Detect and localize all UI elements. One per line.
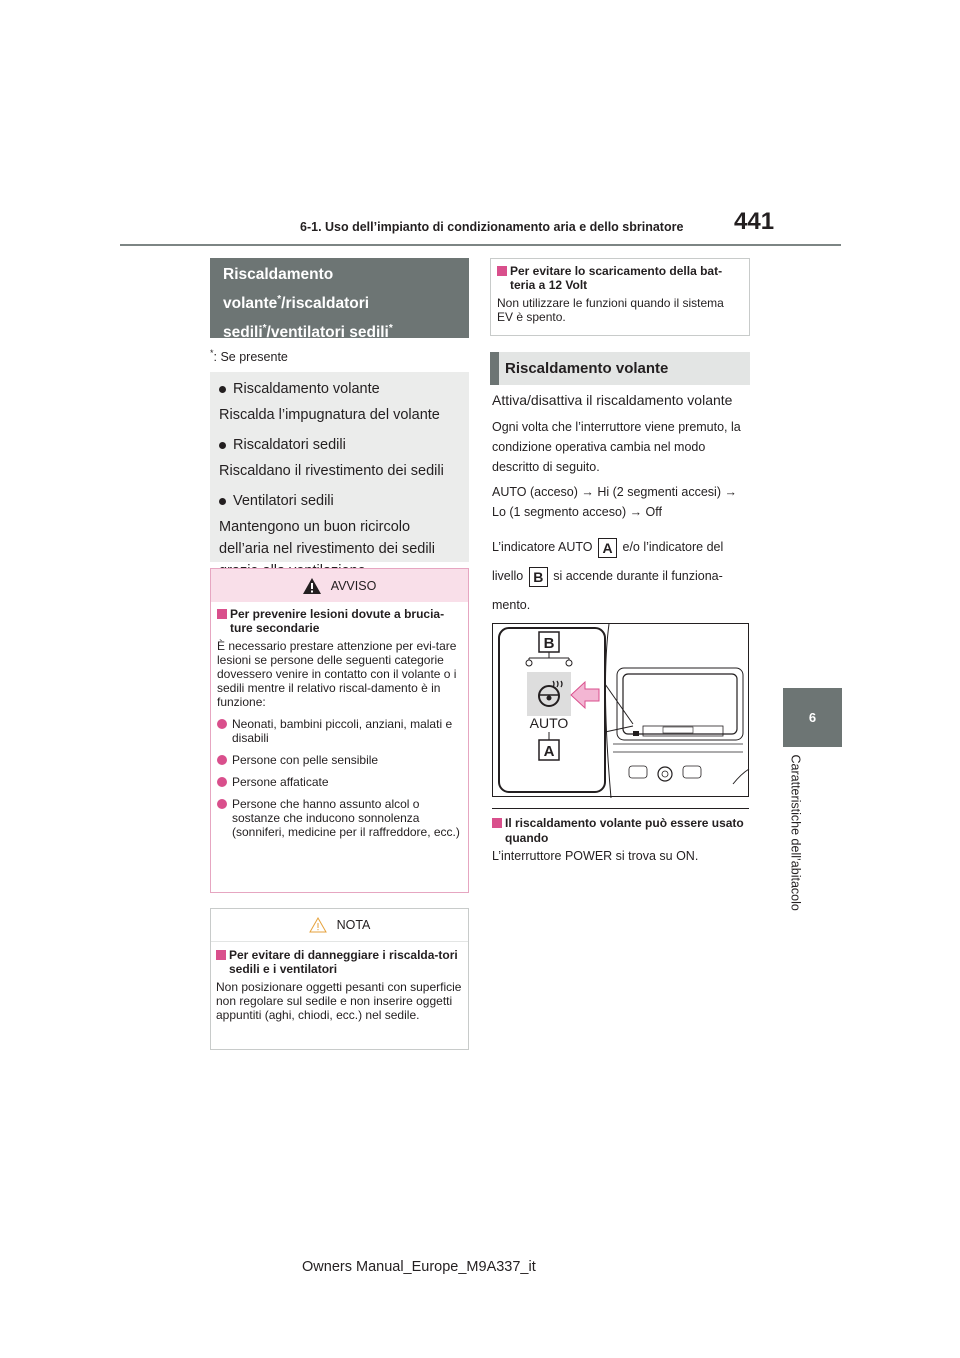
condition-text: L’interruttore POWER si trova su ON.	[492, 849, 699, 863]
features-list	[210, 372, 469, 562]
callout-b: B	[543, 635, 555, 652]
square-icon	[492, 818, 502, 828]
steering-heater-illustration	[492, 623, 749, 797]
list-item: Persone che hanno assunto alcol o sostanze che inducono sonnolenza (sonniferi, medicine per il raffreddore, ecc.)	[217, 797, 462, 839]
feature-desc: Mantengono un buon ricircolo dell’aria nel rivestimento dei sedili	[219, 519, 435, 557]
note-subtitle: Per evitare di danneggiare i riscalda-tori sedili e i ventilatori	[216, 948, 463, 976]
warning-icon	[303, 578, 321, 594]
intro-text: Attiva/disattiva il riscaldamento volante	[492, 392, 733, 408]
chapter-label	[786, 754, 806, 932]
header-rule	[120, 244, 841, 246]
list-item: Persone affaticate	[217, 775, 462, 789]
bullet-icon	[217, 755, 227, 765]
auto-label: AUTO	[529, 715, 569, 731]
feature-desc: Riscaldano il rivestimento dei sedili	[219, 463, 444, 479]
warning-label: AVVISO	[330, 578, 377, 593]
label-b: B	[529, 567, 548, 587]
heading-line-2: volante*/riscaldatori	[223, 294, 370, 313]
warning-subtitle: Per prevenire lesioni dovute a brucia-ture secondarie	[217, 607, 462, 635]
bullet-icon	[217, 799, 227, 809]
feature-title: Riscaldatori sedili	[219, 434, 460, 456]
feature-title: Ventilatori sedili	[219, 490, 460, 512]
warning-box	[210, 568, 469, 893]
warning-header	[211, 569, 468, 602]
paragraph-1: Ogni volta che l’interruttore viene premuto, la condizione operativa cambia nel modo descritto di seguito.	[492, 420, 741, 474]
note-header	[211, 909, 468, 942]
page-number: 441	[734, 208, 775, 235]
paragraph-3: L’indicatore AUTO A e/o l’indicatore del livello B si accende durante il funziona-mento.	[492, 539, 724, 612]
battery-info-box	[490, 258, 750, 336]
feature-desc: Riscalda l’impugnatura del volante	[219, 407, 440, 423]
bullet-icon	[219, 442, 226, 449]
square-icon	[497, 266, 507, 276]
bullet-icon	[217, 719, 227, 729]
callout-a: A	[543, 743, 555, 760]
note-label: NOTA	[336, 918, 371, 932]
feature-title: Riscaldamento volante	[219, 378, 460, 400]
bullet-icon	[219, 386, 226, 393]
note-box	[210, 908, 469, 1050]
paragraph-2: AUTO (acceso) → Hi (2 segmenti accesi) → Lo (1 segmento acceso) → Off	[492, 485, 737, 519]
note-text: Non posizionare oggetti pesanti con superficie non regolare sul sedile e non inserire oggetti appuntiti (aghi, chiodi, ecc.) nel sedile.	[216, 980, 462, 1022]
chapter-tab[interactable]: 6	[783, 688, 842, 747]
chapter-label-text: Caratteristiche dell’abitacolo	[788, 754, 803, 911]
battery-text: Non utilizzare le funzioni quando il sistema EV è spento.	[497, 296, 724, 324]
warning-text: È necessario prestare attenzione per evi-tare lesioni se persone delle seguenti categorie dovessero venire in contatto con il volante o i sedili mentre il relativo riscal-damento è in funzione:	[217, 639, 457, 709]
section-title: 6-1. Uso dell’impianto di condizionamento aria e dello sbrinatore	[300, 220, 684, 234]
caution-icon	[309, 917, 327, 933]
list-item: Persone con pelle sensibile	[217, 753, 462, 767]
divider	[492, 808, 749, 809]
subsection-heading: Riscaldamento volante	[490, 352, 750, 385]
heading-line-1: Riscaldamento	[223, 266, 334, 283]
heading-line-3: sedili*/ventilatori sedili*	[223, 323, 393, 342]
section-heading	[210, 258, 469, 342]
bullet-icon	[219, 498, 226, 505]
square-icon	[217, 609, 227, 619]
square-icon	[216, 950, 226, 960]
label-a: A	[598, 538, 617, 558]
footnote: *: Se presente	[210, 348, 288, 365]
battery-title: Per evitare lo scaricamento della bat-teria a 12 Volt	[497, 264, 743, 292]
bullet-icon	[217, 777, 227, 787]
list-item: Neonati, bambini piccoli, anziani, malati e disabili	[217, 717, 462, 745]
condition-title: Il riscaldamento volante può essere usato quando	[492, 816, 750, 846]
footer-text: Owners Manual_Europe_M9A337_it	[302, 1259, 536, 1275]
